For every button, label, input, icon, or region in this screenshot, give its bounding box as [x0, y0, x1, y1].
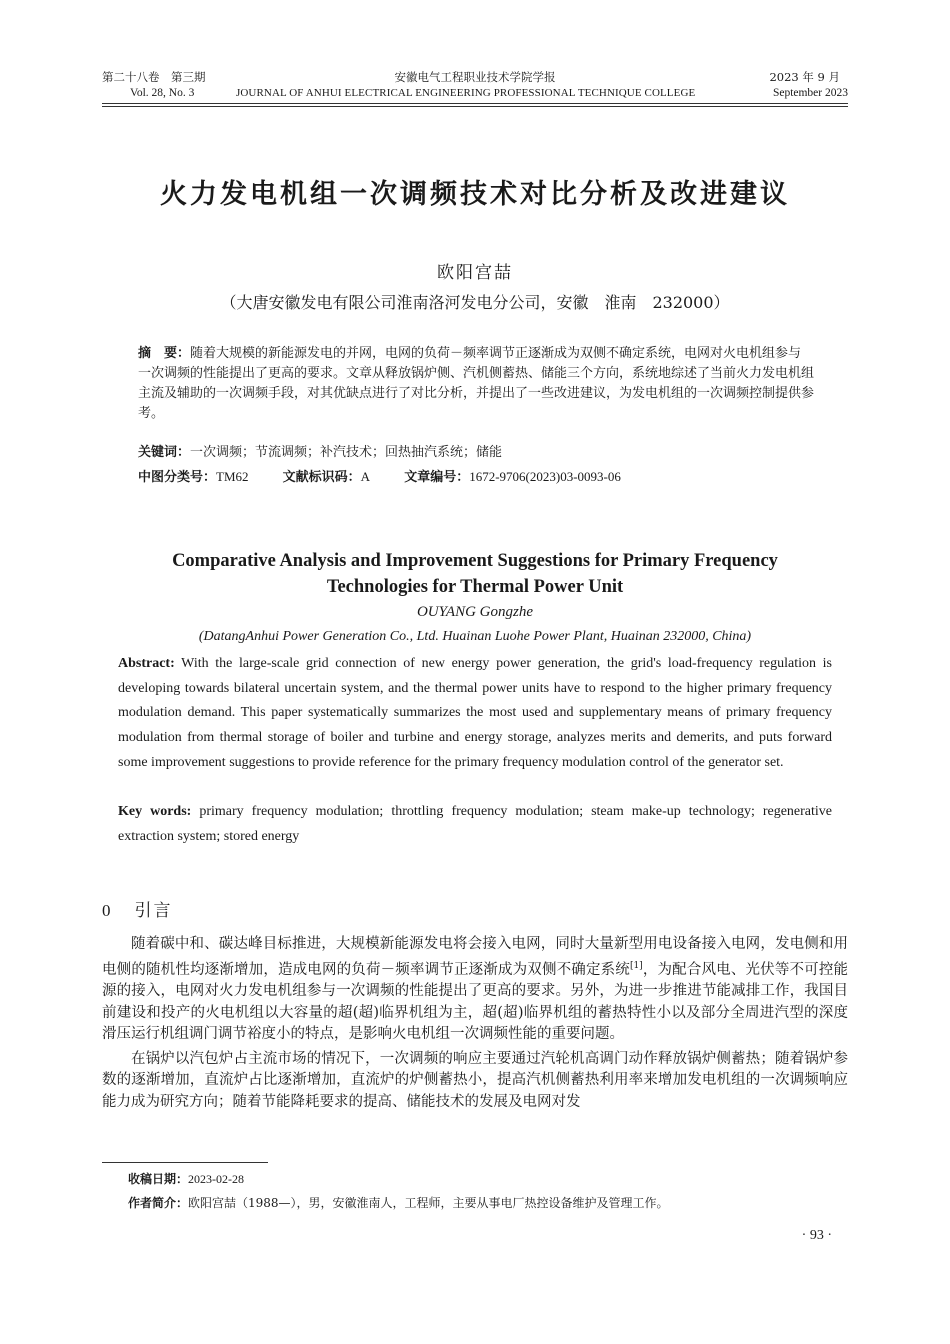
- author-bio-value: 欧阳宫喆（1988—），男，安徽淮南人，工程师，主要从事电厂热控设备维护及管理工作。: [188, 1196, 669, 1210]
- citation-1: [1]: [629, 960, 643, 971]
- body-paragraph-1: [102, 934, 848, 1046]
- doc-code-label: 文献标识码：: [282, 470, 361, 485]
- body-text: [102, 934, 848, 1117]
- body-p1-part1: 随着碳中和、碳达峰目标推进，大规模新能源发电将会接入电网，同时大量新型用电设备接入电网，发电侧和用电侧的随机性均逐渐增加，造成电网的负荷－频率调节正逐渐成为双侧不确定系统: [102, 936, 848, 978]
- article-number-value: 1672-9706(2023)03-0093-06: [469, 469, 621, 484]
- affiliation-cn: （大唐安徽发电有限公司淮南洛河发电分公司，安徽 淮南 232000）: [220, 293, 730, 312]
- keywords-cn: [138, 443, 814, 463]
- section-title: 引言: [134, 901, 173, 921]
- keywords-cn-label: 关键词：: [138, 445, 191, 460]
- paper-title-en-line1: Comparative Analysis and Improvement Suggestions for Primary Frequency: [172, 551, 778, 571]
- header-date-en: September 2023: [772, 87, 848, 99]
- doc-code-value: A: [360, 469, 371, 484]
- body-p1-part2: ，为配合风电、光伏等不可控能源的接入，电网对火力发电机组参与一次调频的性能提出了更高的要求。另外，为进一步推进节能减排工作，我国目前建设和投产的火电机组以大容量的超(超)临界机组为主，超(超)临界机组的蓄热特性小以及部分全周进汽型的深度滑压运行机组调门调节裕度小的特点，是影响火电机组一次调频性能的重要问题。: [102, 961, 848, 1043]
- author-en: OUYANG Gongzhe: [416, 604, 534, 620]
- header-volume-cn: 第二十八卷 第三期: [102, 70, 206, 84]
- abstract-en-label: Abstract:: [118, 656, 175, 671]
- body-paragraph-2: 在锅炉以汽包炉占主流市场的情况下，一次调频的响应主要通过汽轮机高调门动作释放锅炉侧蓄热；随着锅炉参数的逐渐增加，直流炉占比逐渐增加，直流炉的炉侧蓄热小，提高汽机侧蓄热利用率来增加发电机组的一次调频响应能力成为研究方向；随着节能降耗要求的提高、储能技术的发展及电网对发: [102, 1050, 848, 1110]
- affiliation-en: (DatangAnhui Power Generation Co., Ltd. Huainan Luohe Power Plant, Huainan 232000, China): [198, 629, 752, 644]
- abstract-cn: [138, 344, 814, 424]
- header-date-cn: 2023 年 9 月: [769, 70, 840, 84]
- header-journal-cn: 安徽电气工程职业技术学院学报: [394, 70, 556, 84]
- header-rule-top: [102, 103, 848, 104]
- author-cn: 欧阳宫喆: [437, 263, 513, 283]
- clc-label: 中图分类号：: [138, 470, 217, 485]
- footnote-received: [128, 1170, 244, 1188]
- classification-line: [138, 467, 814, 488]
- clc-value: TM62: [216, 469, 249, 484]
- section-number: 0: [102, 901, 113, 920]
- abstract-cn-text: 随着大规模的新能源发电的并网，电网的负荷－频率调节正逐渐成为双侧不确定系统，电网对火电机组参与一次调频的性能提出了更高的要求。文章从释放锅炉侧、汽机侧蓄热、储能三个方向，系统地综述了当前火力发电机组主流及辅助的一次调频手段，对其优缺点进行了对比分析，并提出了一些改进建议，为发电机组的一次调频控制提供参考。: [138, 346, 815, 421]
- abstract-en: [118, 652, 832, 776]
- abstract-cn-label: 摘 要：: [138, 346, 191, 361]
- header-journal-en: JOURNAL OF ANHUI ELECTRICAL ENGINEERING PROFESSIONAL TECHNIQUE COLLEGE: [236, 87, 696, 99]
- keywords-cn-text: 一次调频；节流调频；补汽技术；回热抽汽系统；储能: [190, 445, 503, 460]
- footnote-author: [128, 1194, 669, 1212]
- paper-title-cn: 火力发电机组一次调频技术对比分析及改进建议: [160, 179, 790, 210]
- keywords-en: [118, 800, 832, 849]
- header-volume-en: Vol. 28, No. 3: [130, 87, 195, 99]
- header-rule-bottom: [102, 106, 848, 107]
- keywords-en-label: Key words:: [118, 804, 192, 819]
- author-bio-label: 作者简介：: [128, 1196, 189, 1210]
- page-number: · 93 ·: [801, 1228, 832, 1243]
- paper-title-en-line2: Technologies for Thermal Power Unit: [326, 577, 624, 597]
- article-number-label: 文章编号：: [404, 470, 470, 485]
- keywords-en-text: primary frequency modulation; throttling frequency modulation; steam make-up technology; regenerative extraction system; stored energy: [118, 804, 833, 844]
- paper-title-en: [0, 548, 950, 600]
- received-label: 收稿日期：: [128, 1172, 189, 1186]
- section-heading: [102, 896, 173, 921]
- footnote-rule: [102, 1162, 268, 1163]
- abstract-en-text: With the large-scale grid connection of new energy power generation, the grid's load-frequency regulation is developing towards bilateral uncertain system, and the thermal power units have to respond to the higher primary frequency modulation demand. This paper systematically summarizes the most used and supplementary means of primary frequency modulation from thermal storage of boiler and turbine and energy storage, analyzes merits and demerits, and puts forward some improvement suggestions to provide reference for the primary frequency modulation control of the generator set.: [118, 656, 832, 770]
- received-value: 2023-02-28: [188, 1172, 245, 1186]
